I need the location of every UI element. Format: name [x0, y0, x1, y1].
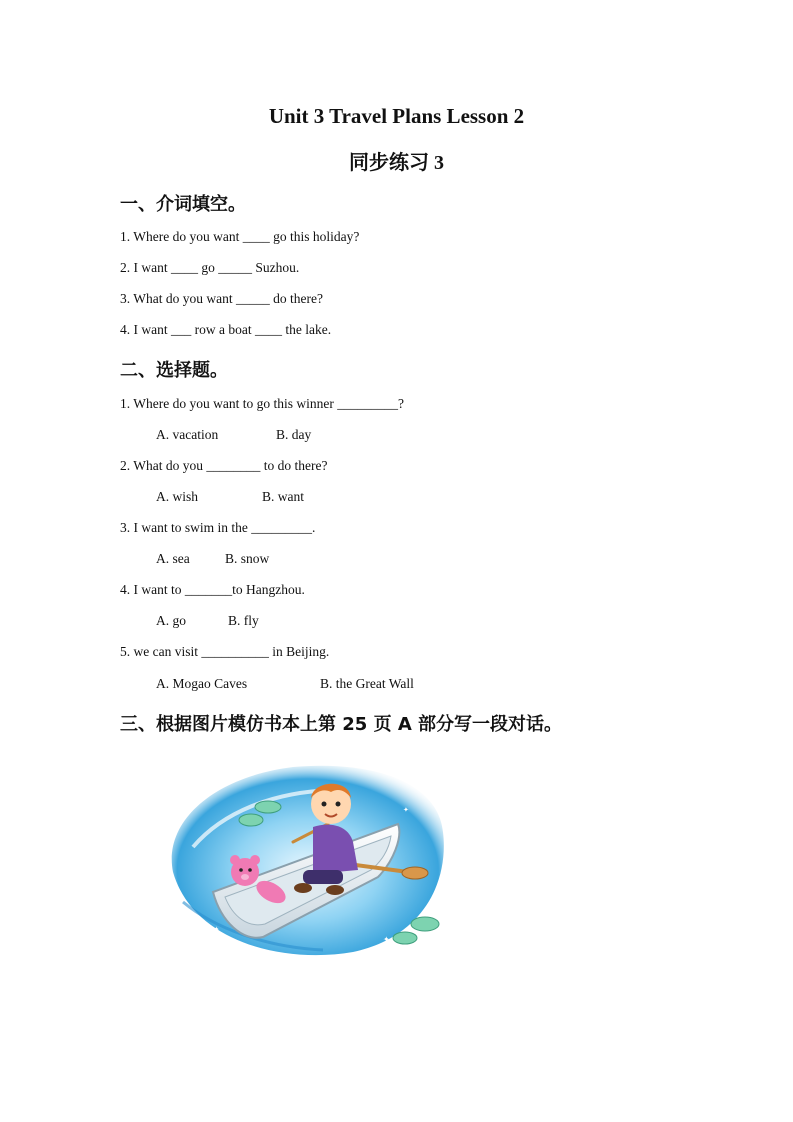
s2-q5-option-a: A. Mogao Caves: [156, 676, 248, 691]
s2-question-1: 1. Where do you want to go this winner _________?: [120, 396, 404, 411]
s2-question-2: 2. What do you ________ to do there?: [120, 458, 328, 473]
s2-q2-option-b: B. want: [262, 489, 304, 504]
s1-question-1: 1. Where do you want ____ go this holiday?: [120, 229, 360, 244]
s1-question-4: 4. I want ___ row a boat ____ the lake.: [120, 322, 332, 337]
s2-question-5: 5. we can visit __________ in Beijing.: [120, 644, 330, 659]
s2-q3-option-b: B. snow: [225, 551, 270, 566]
s1-question-2: 2. I want ____ go _____ Suzhou.: [120, 260, 300, 275]
s2-question-3: 3. I want to swim in the _________.: [120, 520, 316, 535]
s2-q1-option-a: A. vacation: [156, 427, 219, 442]
s2-q1-option-b: B. day: [276, 427, 312, 442]
page-title: Unit 3 Travel Plans Lesson 2: [268, 104, 525, 128]
section-1-heading: 一、介词填空。: [120, 194, 246, 215]
boy-rowing-boat-illustration: [153, 752, 453, 962]
s1-question-3: 3. What do you want _____ do there?: [120, 291, 323, 306]
page-subtitle: 同步练习 3: [349, 152, 444, 174]
section-3-heading: 三、根据图片模仿书本上第 25 页 A 部分写一段对话。: [120, 714, 563, 735]
s2-question-4: 4. I want to _______to Hangzhou.: [120, 582, 305, 597]
s2-q4-option-b: B. fly: [228, 613, 259, 628]
section-2-heading: 二、选择题。: [120, 360, 228, 381]
svg-text:✦: ✦: [383, 935, 390, 944]
svg-text:✦: ✦: [403, 806, 409, 814]
s2-q2-option-a: A. wish: [156, 489, 199, 504]
lily-pad: [255, 801, 281, 813]
s2-q3-option-a: A. sea: [156, 551, 190, 566]
svg-text:✦: ✦: [213, 925, 220, 934]
s2-q5-option-b: B. the Great Wall: [320, 676, 414, 691]
s2-q4-option-a: A. go: [156, 613, 186, 628]
